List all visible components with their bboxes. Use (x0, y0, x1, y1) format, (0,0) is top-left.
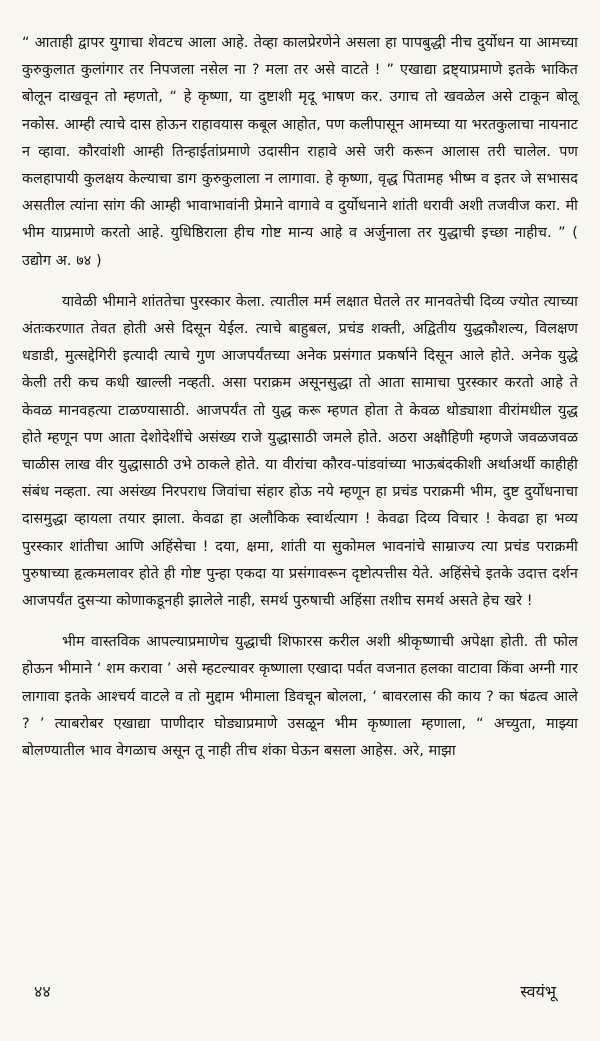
page-number: ४४ (34, 982, 51, 1001)
paragraph-quote: “ आताही द्वापर युगाचा शेवटच आला आहे. तेव्हा कालप्रेरणेने असला हा पापबुद्धी नीच दुर्योधन या आमच्या कुरुकुलात कुलांगार तर निपजला नसेल ना ? मला तर असे वाटते ! ” एखाद्या द्रष्ट्याप्रमाणे इतके भाकित बोलून दाखवून तो म्हणतो, “ हे कृष्णा, या दुष्टाशी मृदू भाषण कर. उगाच तो खवळेल असे टाकून बोलू नकोस. आम्ही त्याचे दास होऊन राहावयास कबूल आहोत, पण कलीपासून आमच्या या भरतकुलाचा नायनाट न व्हावा. कौरवांशी आम्ही तिन्हाईतांप्रमाणे उदासीन राहावे असे जरी करून आलास तरी चालेल. पण कलहापायी कुलक्षय केल्याचा डाग कुरुकुलाला न लागावा. हे कृष्णा, वृद्ध पितामह भीष्म व इतर जे सभासद असतील त्यांना सांग की आम्ही भावाभावांनी प्रेमाने वागावे व दुर्योधनाने शांती धरावी अशी तजवीज करा. मी भीम याप्रमाणे करतो आहे. युधिष्ठिराला हीच गोष्ट मान्य आहे व अर्जुनाला तर युद्धाची इच्छा नाहीच. ” ( उद्योग अ. ७४ ) (22, 35, 578, 269)
paragraph-krishna-expectation: भीम वास्तविक आपल्याप्रमाणेच युद्धाची शिफारस करील अशी श्रीकृष्णाची अपेक्षा होती. ती फोल होऊन भीमाने ‘ शम करावा ’ असे म्हटल्यावर कृष्णाला एखादा पर्वत वजनात हलका वाटावा किंवा अग्नी गार लागावा इतके आश्चर्य वाटले व तो मुद्दाम भीमाला डिवचून बोलला, ‘ बावरलास की काय ? का षंढत्व आले ? ’ त्याबरोबर एखाद्या पाणीदार घोड्याप्रमाणे उसळून भीम कृष्णाला म्हणाला, “ अच्युता, माझ्या बोलण्यातील भाव वेगळाच असून तू नाही तीच शंका घेऊन बसला आहेस. अरे, माझा (22, 634, 578, 760)
page-footer (0, 980, 600, 1010)
running-title: स्वयंभू (520, 982, 556, 1001)
paragraph-bhima-peace: यावेळी भीमाने शांततेचा पुरस्कार केला. त्यातील मर्म लक्षात घेतले तर मानवतेची दिव्य ज्योत त्याच्या अंतःकरणात तेवत होती असे दिसून येईल. त्याचे बाहुबल, प्रचंड शक्ती, अद्वितीय युद्धकौशल्य, विलक्षण धडाडी, मुत्सद्देगिरी इत्यादी त्याचे गुण आजपर्यंतच्या अनेक प्रसंगात प्रकर्षाने दिसून आले होते. अनेक युद्धे केली तरी कच कधी खाल्ली नव्हती. असा पराक्रम असूनसुद्धा तो आता सामाचा पुरस्कार करतो आहे ते केवळ मानवहत्या टाळण्यासाठी. आजपर्यंत तो युद्ध करू म्हणत होता ते केवळ थोड्याशा वीरांमधील युद्ध होते म्हणून पण आता देशोदेशींचे असंख्य राजे युद्धासाठी जमले होते. अठरा अक्षौहिणी म्हणजे जवळजवळ चाळीस लाख वीर युद्धासाठी उभे ठाकले होते. या वीरांचा कौरव-पांडवांच्या भाऊबंदकीशी अर्थाअर्थी काहीही संबंध नव्हता. त्या असंख्य निरपराध जिवांचा संहार होऊ नये म्हणून हा प्रचंड पराक्रमी भीम, दुष्ट दुर्योधनाचा दासमुद्धा व्हायला तयार झाला. केवढा हा अलौकिक स्वार्थत्याग ! केवढा दिव्य विचार ! केवढा हा भव्य पुरस्कार शांतीचा आणि अहिंसेचा ! दया, क्षमा, शांती या सुकोमल भावनांचे साम्राज्य त्या प्रचंड पराक्रमी पुरुषाच्या हृत्कमलावर होते ही गोष्ट पुन्हा एकदा या प्रसंगावरून दृष्टोत्पत्तीस येते. अहिंसेचे इतके उदात्त दर्शन आजपर्यंत दुसऱ्या कोणाकडूनही झालेले नाही, समर्थ पुरुषाची अहिंसा तशीच समर्थ असते हेच खरे ! (22, 293, 578, 610)
